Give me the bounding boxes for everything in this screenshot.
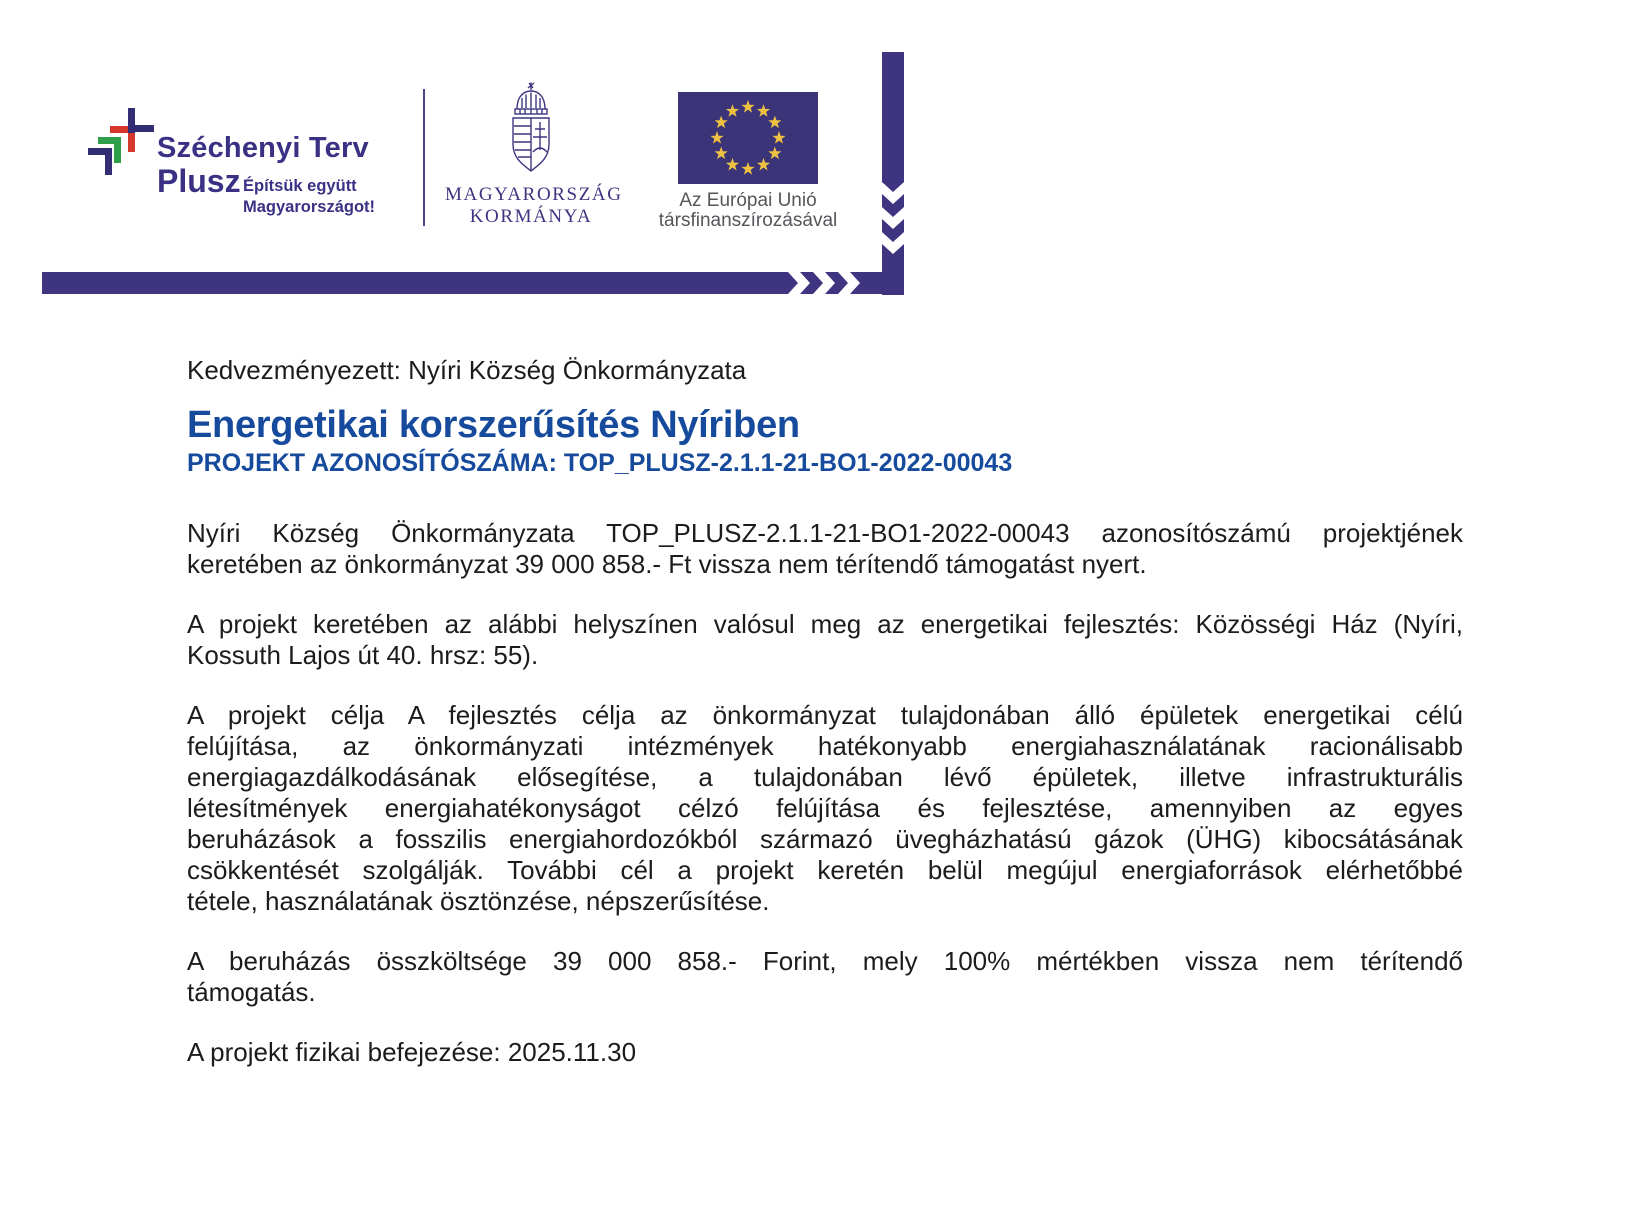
paragraph-line: keretében az önkormányzat 39 000 858.- Ft vissza nem térítendő támogatást nyert. [187, 549, 1147, 579]
szechenyi-wordmark-line1: Széchenyi Terv [157, 132, 369, 164]
paragraph-line: A projekt fizikai befejezése: 2025.11.30 [187, 1037, 637, 1067]
paragraph-line: csökkentését szolgálják. További cél a projekt keretén belül megújul energiaforrások elérhetőbbé [187, 855, 1463, 885]
paragraph-line: létesítmények energiahatékonyságot célzó felújítása és fejlesztése, amennyiben az egyes [187, 793, 1463, 823]
eu-flag-icon [678, 92, 818, 184]
paragraph-line: A beruházás összköltsége 39 000 858.- Forint, mely 100% mértékben vissza nem térítendő [187, 946, 1463, 976]
logo-divider [423, 89, 425, 226]
eu-caption-line2: társfinanszírozásával [658, 209, 838, 231]
paragraph-line: A projekt keretében az alábbi helyszínen valósul meg az energetikai fejlesztés: Közösségi Ház (Nyíri, [187, 609, 1463, 639]
szechenyi-wordmark-line2: Plusz [157, 163, 241, 199]
eu-caption-line1: Az Európai Unió [679, 190, 817, 211]
szechenyi-tagline-line2: Magyarországot! [243, 198, 376, 216]
paragraph-line: Nyíri Község Önkormányzata TOP_PLUSZ-2.1.1-21-BO1-2022-00043 azonosítószámú projektjének [187, 518, 1463, 548]
paragraph-line: A projekt célja A fejlesztés célja az önkormányzat tulajdonában álló épületek energetikai célú [187, 700, 1463, 730]
paragraph-line: energiagazdálkodásának elősegítése, a tulajdonában lévő épületek, illetve infrastrukturális [187, 762, 1463, 792]
vertical-bar [882, 52, 904, 295]
government-caption-line1: MAGYARORSZÁG [445, 184, 623, 205]
project-title: Energetikai korszerűsítés Nyíriben [187, 404, 800, 446]
szechenyi-tagline-line1: Építsük együtt [243, 177, 357, 195]
government-logo-block [445, 82, 623, 228]
beneficiary-line: Kedvezményezett: Nyíri Község Önkormányzata [187, 355, 747, 385]
paragraph-line: támogatás. [187, 977, 316, 1007]
szechenyi-tagline [243, 176, 375, 218]
project-id-line: PROJEKT AZONOSÍTÓSZÁMA: TOP_PLUSZ-2.1.1-21-BO1-2022-00043 [187, 449, 1013, 477]
paragraph-cost [187, 946, 1463, 1008]
paragraph-completion-date [187, 1037, 1463, 1068]
government-caption-line2: KORMÁNYA [469, 206, 593, 227]
paragraph-line: tétele, használatának ösztönzése, népszerűsítése. [187, 886, 770, 916]
paragraph-line: beruházások a fosszilis energiahordozókból származó üvegházhatású gázok (ÜHG) kibocsátásának [187, 824, 1463, 854]
horizontal-bar [42, 272, 904, 294]
paragraph-grant [187, 518, 1463, 580]
paragraph-goal [187, 700, 1463, 917]
eu-cofinancing-block [648, 92, 848, 230]
chevron-down-icons [882, 182, 904, 254]
document-body [187, 354, 1463, 1097]
hungary-coat-of-arms-icon [507, 82, 555, 176]
chevron-right-icons [788, 272, 860, 294]
paragraph-location [187, 609, 1463, 671]
paragraph-line: felújítása, az önkormányzati intézmények hatékonyabb energiahasználatának racionálisabb [187, 731, 1463, 761]
szechenyi-terv-plusz-logo-icon [88, 103, 160, 175]
paragraph-line: Kossuth Lajos út 40. hrsz: 55). [187, 640, 539, 670]
